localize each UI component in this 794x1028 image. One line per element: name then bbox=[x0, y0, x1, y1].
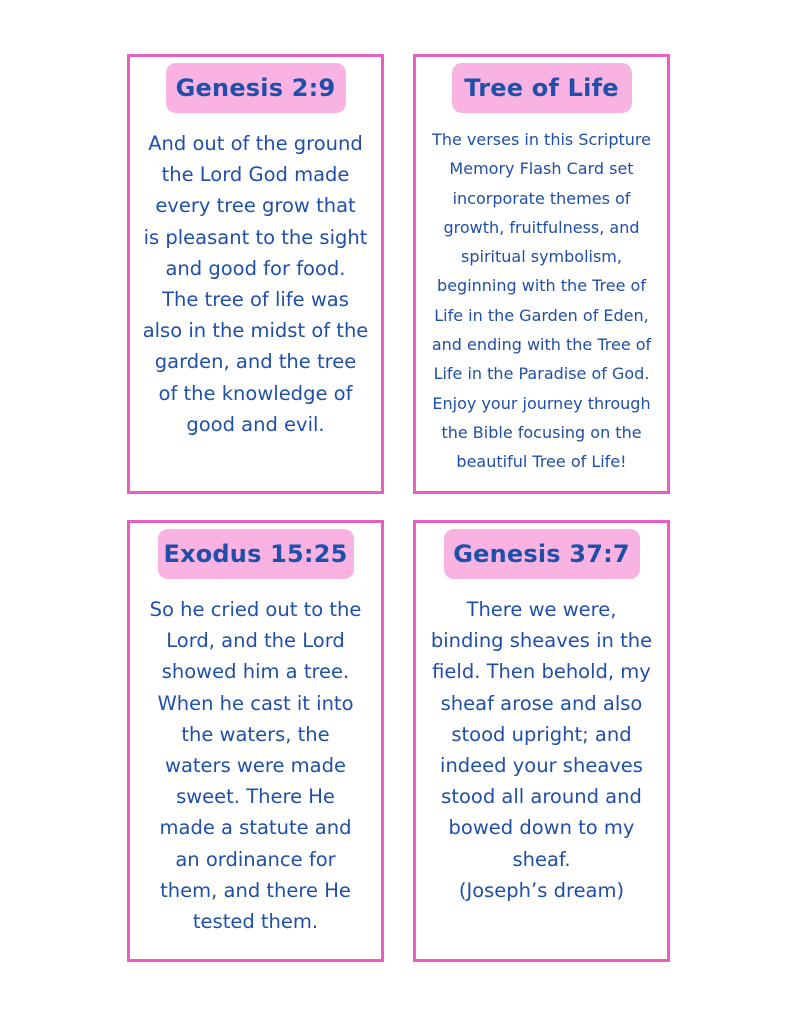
intro-line: incorporate themes of bbox=[452, 188, 631, 208]
verse-line: made a statute and bbox=[159, 816, 352, 840]
card-intro-text bbox=[422, 125, 661, 477]
verse-line: is pleasant to the sight bbox=[143, 225, 368, 249]
card-verse-text bbox=[422, 594, 661, 906]
verse-line: The tree of life was bbox=[162, 288, 349, 312]
verse-line: sheaf. bbox=[512, 847, 571, 871]
card-verse-text bbox=[136, 128, 375, 440]
card-title-badge bbox=[444, 529, 640, 579]
verse-line: Lord, and the Lord bbox=[166, 629, 345, 653]
verse-line: stood all around and bbox=[441, 785, 642, 809]
card-title: Exodus 15:25 bbox=[163, 540, 348, 568]
verse-line: good and evil. bbox=[186, 412, 325, 436]
verse-line: showed him a tree. bbox=[161, 660, 350, 684]
intro-line: the Bible focusing on the bbox=[441, 422, 642, 442]
intro-line: beginning with the Tree of bbox=[437, 276, 646, 296]
card-title-badge bbox=[452, 63, 632, 113]
intro-line: The verses in this Scripture bbox=[432, 130, 651, 149]
verse-line: So he cried out to the bbox=[149, 598, 362, 621]
card-title-badge bbox=[158, 529, 354, 579]
intro-line: Life in the Paradise of God. bbox=[433, 364, 650, 384]
card-title-badge bbox=[166, 63, 346, 113]
intro-line: beautiful Tree of Life! bbox=[456, 452, 627, 472]
verse-line: every tree grow that bbox=[155, 194, 356, 218]
intro-line: growth, fruitfulness, and bbox=[443, 217, 640, 237]
verse-line: When he cast it into bbox=[157, 691, 354, 715]
verse-line: sheaf arose and also bbox=[440, 691, 643, 715]
verse-line: waters were made bbox=[165, 754, 346, 778]
verse-line: tested them. bbox=[192, 910, 319, 934]
intro-line: Memory Flash Card set bbox=[449, 159, 634, 179]
verse-line: And out of the ground bbox=[148, 132, 363, 155]
verse-line: There we were, bbox=[466, 598, 617, 621]
card-title: Genesis 37:7 bbox=[453, 540, 630, 568]
verse-line: them, and there He bbox=[160, 878, 351, 902]
verse-line: garden, and the tree bbox=[154, 350, 357, 374]
flash-card-tree-of-life bbox=[413, 54, 670, 494]
intro-line: Life in the Garden of Eden, bbox=[434, 305, 649, 325]
verse-line: and good for food. bbox=[165, 256, 346, 280]
verse-line: the waters, the bbox=[181, 722, 330, 746]
verse-line: field. Then behold, my bbox=[432, 660, 651, 684]
verse-line: stood upright; and bbox=[451, 722, 632, 746]
flash-card-exodus-15-25 bbox=[127, 520, 384, 962]
flash-card-genesis-37-7 bbox=[413, 520, 670, 962]
card-verse-text bbox=[136, 594, 375, 937]
intro-line: spiritual symbolism, bbox=[461, 247, 622, 267]
verse-line: of the knowledge of bbox=[158, 381, 353, 405]
verse-line: bowed down to my bbox=[448, 816, 635, 840]
flash-card-genesis-2-9 bbox=[127, 54, 384, 494]
verse-line: the Lord God made bbox=[161, 163, 350, 187]
verse-line: indeed your sheaves bbox=[440, 754, 643, 778]
intro-line: and ending with the Tree of bbox=[431, 335, 652, 355]
intro-line: Enjoy your journey through bbox=[432, 393, 651, 413]
verse-line: (Joseph’s dream) bbox=[458, 878, 625, 902]
verse-line: an ordinance for bbox=[175, 847, 336, 871]
verse-line: sweet. There He bbox=[176, 785, 335, 809]
card-title: Tree of Life bbox=[464, 74, 619, 102]
card-title: Genesis 2:9 bbox=[175, 74, 336, 102]
verse-line: also in the midst of the bbox=[142, 319, 369, 343]
verse-line: binding sheaves in the bbox=[430, 629, 653, 653]
